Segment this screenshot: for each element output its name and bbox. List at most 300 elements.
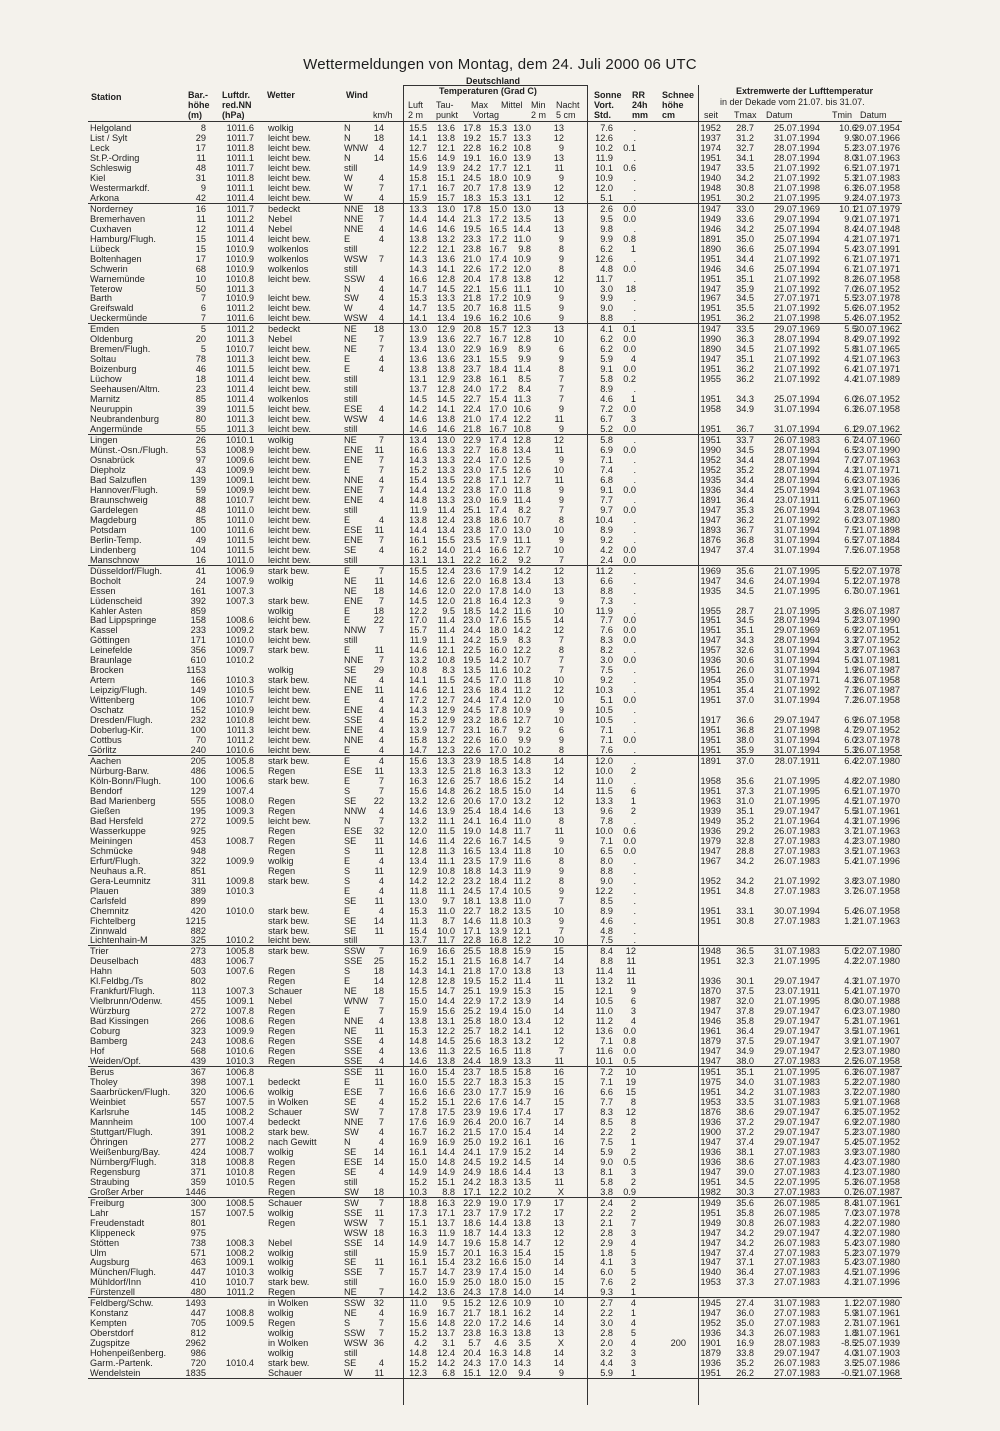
cell-bar-height: 157 [190, 1207, 206, 1218]
cell-station: Coburg [90, 1026, 121, 1037]
cell-tmin-date: 21.07.1996 [854, 1267, 900, 1278]
cell-temp-max: 18.6 [463, 1217, 481, 1228]
cell-tmin: 5.0 [844, 946, 857, 957]
cell-tmax-date: 21.07.1992 [774, 875, 820, 886]
cell-wind-speed: 7 [378, 1087, 384, 1097]
cell-precipitation: 0.0 [623, 203, 636, 214]
cell-record-since: 1891 [700, 756, 721, 767]
cell-precipitation: 0.0 [623, 424, 636, 435]
cell-tmin: 5.8 [844, 344, 857, 355]
cell-tmin: 7.0 [844, 283, 857, 294]
cell-wind-speed: 7 [378, 1318, 384, 1329]
cell-temp-min: 14.0 [513, 1287, 531, 1298]
cell-tmax-date: 26.07.1983 [774, 1358, 820, 1369]
cell-tmin: 4.2 [844, 1217, 857, 1228]
cell-station: Oberstdorf [90, 1328, 134, 1339]
cell-temp-max: 20.7 [463, 182, 481, 193]
cell-temp-max: 17.8 [463, 123, 481, 133]
cell-pressure: 1011.4 [226, 192, 254, 203]
cell-temp-dewpoint: 14.4 [437, 213, 455, 224]
cell-bar-height: 50 [195, 283, 206, 294]
cell-temp-min: 15.4 [513, 1247, 531, 1258]
cell-precipitation: 1 [630, 1287, 636, 1298]
cell-temp-min: 10.2 [513, 745, 531, 756]
cell-temp-ground: 16 [553, 1067, 564, 1078]
station-row [88, 1328, 902, 1338]
cell-bar-height: 392 [190, 595, 206, 606]
cell-pressure: 1010.9 [225, 253, 254, 264]
cell-temp-ground: 9 [558, 835, 564, 846]
cell-station: Meiningen [90, 835, 133, 846]
cell-tmin-date: 21.07.1971 [854, 253, 900, 264]
cell-bar-height: 851 [190, 865, 206, 876]
cell-temp-air: 16.3 [409, 775, 427, 786]
cell-wind-speed: 4 [378, 905, 384, 916]
station-row [88, 214, 902, 224]
cell-temp-max: 24.2 [463, 162, 481, 173]
cell-sunshine: 11.9 [595, 605, 613, 616]
cell-pressure: 1009.9 [225, 1026, 254, 1037]
cell-temp-dewpoint: 12.9 [437, 705, 455, 716]
cell-wind-speed: 7 [378, 1197, 384, 1208]
cell-temp-dewpoint: 14.1 [437, 263, 455, 274]
cell-temp-ground: 14 [553, 615, 564, 626]
cell-wind-speed: 11 [374, 895, 384, 906]
cell-temp-ground: 14 [553, 1287, 564, 1298]
cell-pressure: 1010.8 [225, 273, 254, 284]
cell-wind-speed: 4 [378, 192, 384, 203]
cell-sunshine: 2.8 [600, 1328, 613, 1339]
cell-tmin-date: 26.07.1958 [854, 695, 900, 706]
cell-temp-dewpoint: 14.4 [437, 1146, 455, 1157]
cell-wind-direction: E [344, 976, 351, 987]
cell-tmin-date: 22.07.1980 [854, 956, 900, 967]
cell-pressure: 1010.4 [225, 1358, 254, 1369]
cell-tmax-date: 26.07.1983 [774, 1217, 820, 1228]
cell-sunshine: 2.1 [600, 1217, 613, 1228]
cell-wind-speed: 4 [378, 514, 384, 525]
cell-tmin-date: 29.07.1954 [854, 123, 900, 133]
cell-tmax: 35.2 [736, 1358, 754, 1369]
cell-tmin-date: 23.07.1978 [854, 293, 900, 304]
cell-bar-height: 5 [200, 344, 206, 355]
cell-temp-mean: 13.4 [489, 845, 507, 856]
cell-bar-height: 480 [190, 1287, 206, 1298]
cell-temp-max: 18.3 [463, 192, 481, 203]
cell-temp-ground: 12 [553, 273, 564, 284]
cell-record-since: 1947 [700, 354, 721, 365]
cell-record-since: 1963 [700, 795, 721, 806]
page-title: Wettermeldungen von Montag, dem 24. Juli 2000 06 UTC [303, 56, 697, 73]
cell-tmax: 37.5 [736, 1036, 754, 1047]
cell-station: Bamberg [90, 1036, 128, 1047]
cell-temp-min: 11.0 [513, 233, 531, 244]
cell-bar-height: 80 [195, 414, 206, 425]
cell-sunshine: 8.0 [600, 855, 613, 866]
cell-temp-dewpoint: 11.7 [437, 935, 455, 946]
cell-temp-max: 23.1 [463, 354, 481, 365]
cell-tmin: 4.3 [844, 464, 857, 475]
station-row [88, 545, 902, 555]
cell-temp-min: 15.0 [513, 1257, 531, 1268]
cell-wind-speed: 4 [378, 172, 384, 183]
cell-temp-min: 8.5 [518, 374, 531, 385]
cell-bar-height: 371 [190, 1166, 206, 1177]
cell-tmax: 36.8 [736, 534, 754, 545]
station-row [88, 1187, 902, 1197]
cell-tmin-date: 23.07.1978 [854, 735, 900, 746]
cell-temp-mean: 16.0 [489, 152, 507, 163]
cell-tmax-date: 31.07.1994 [774, 735, 820, 746]
cell-wind-speed: 18 [373, 203, 384, 214]
cell-temp-max: 20.6 [463, 795, 481, 806]
cell-tmin: 5.4 [844, 905, 857, 916]
cell-tmin-date: 21.07.1963 [854, 825, 900, 836]
cell-weather: bedeckt [268, 1116, 301, 1127]
cell-temp-air: 17.0 [409, 615, 427, 626]
cell-temp-air: 15.3 [409, 905, 427, 916]
cell-tmax-date: 28.07.1994 [774, 445, 820, 455]
cell-tmax: 34.8 [736, 885, 754, 896]
station-row [88, 224, 902, 234]
cell-bar-height: 925 [190, 825, 206, 836]
cell-temp-min: 13.5 [513, 905, 531, 916]
cell-temp-air: 13.7 [409, 384, 427, 395]
cell-temp-mean: 15.3 [489, 192, 507, 203]
cell-wind-direction: E [344, 775, 351, 786]
cell-tmax-date: 21.07.1992 [774, 364, 820, 375]
cell-tmin-date: 30.07.1966 [854, 132, 900, 143]
cell-precipitation: . [633, 905, 636, 916]
cell-weather: leicht bew. [268, 273, 311, 284]
cell-temp-mean: 17.0 [489, 966, 507, 977]
cell-bar-height: 100 [190, 524, 206, 535]
cell-wind-direction: SSE [344, 1036, 363, 1047]
cell-pressure: 1006.5 [225, 766, 254, 776]
cell-station: Görlitz [90, 745, 117, 756]
cell-tmin: 6.1 [844, 424, 857, 435]
cell-tmax-date: 21.07.1995 [774, 565, 820, 576]
station-row [88, 675, 902, 685]
cell-wind-direction: SE [344, 544, 357, 555]
cell-temp-dewpoint: 12.1 [437, 142, 455, 153]
cell-temp-min: 15.9 [513, 1087, 531, 1097]
cell-tmax: 35.2 [736, 464, 754, 475]
cell-wind-speed: 7 [378, 565, 384, 576]
cell-tmin-date: 25.07.1960 [854, 494, 900, 505]
station-row [88, 555, 902, 565]
cell-temp-air: 14.6 [409, 414, 427, 425]
cell-wind-speed: 4 [378, 1036, 384, 1047]
cell-sunshine: 8.8 [600, 585, 613, 596]
cell-station: Brocken [90, 665, 124, 676]
cell-record-since: 1967 [700, 293, 721, 304]
cell-temp-mean: 18.8 [489, 946, 507, 957]
cell-wind-direction: SW [344, 1197, 359, 1208]
cell-tmin: 3.7 [844, 825, 857, 836]
station-row [88, 1036, 902, 1046]
cell-temp-max: 21.0 [463, 253, 481, 264]
cell-temp-min: 9.2 [518, 725, 531, 736]
cell-wind-speed: 4 [378, 1096, 384, 1107]
cell-tmax: 34.2 [736, 1237, 754, 1248]
cell-temp-ground: 7 [558, 665, 564, 676]
cell-tmin: 6.5 [844, 445, 857, 455]
cell-tmax-date: 26.07.1985 [774, 1207, 820, 1218]
cell-temp-air: 14.1 [409, 313, 427, 324]
cell-weather: leicht bew. [268, 745, 311, 756]
cell-temp-mean: 16.6 [489, 544, 507, 555]
cell-tmax: 36.7 [736, 524, 754, 535]
cell-temp-air: 16.9 [409, 1308, 427, 1319]
cell-temp-dewpoint: 13.4 [437, 313, 455, 324]
cell-weather: leicht bew. [268, 142, 311, 153]
cell-tmin: 6.0 [844, 735, 857, 746]
cell-wind-direction: NNE [344, 223, 364, 234]
cell-temp-ground: 6 [558, 725, 564, 736]
cell-tmin: 5.4 [844, 1136, 857, 1147]
cell-temp-max: 22.2 [463, 554, 481, 565]
cell-pressure: 1008.6 [225, 1016, 254, 1027]
cell-tmin-date: 26.07.1952 [854, 283, 900, 294]
cell-pressure: 1006.9 [225, 565, 254, 576]
cell-sunshine: 9.1 [600, 364, 613, 375]
station-row [88, 806, 902, 816]
cell-snow-depth: 200 [670, 1338, 686, 1349]
cell-pressure: 1010.6 [225, 745, 254, 756]
cell-record-since: 1951 [700, 1067, 721, 1078]
cell-tmin-date: 24.07.1973 [854, 192, 900, 203]
cell-sunshine: 3.0 [600, 283, 613, 294]
cell-station: Plauen [90, 885, 119, 896]
cell-temp-ground: 13 [553, 1217, 564, 1228]
cell-temp-mean: 16.2 [489, 142, 507, 153]
cell-station: Dresden/Flugh. [90, 715, 153, 726]
cell-tmin-date: 21.07.1996 [854, 855, 900, 866]
cell-temp-ground: X [557, 1338, 564, 1349]
cell-temp-air: 17.1 [409, 182, 427, 193]
cell-temp-max: 21.0 [463, 414, 481, 425]
cell-wind-direction: SSE [344, 1267, 363, 1278]
station-row [88, 1167, 902, 1177]
cell-temp-max: 14.6 [463, 915, 481, 926]
cell-tmin: 4.5 [844, 795, 857, 806]
cell-bar-height: 152 [190, 705, 206, 716]
cell-precipitation: 9 [630, 986, 636, 997]
cell-temp-air: 10.3 [409, 1186, 427, 1197]
cell-temp-air: 14.2 [409, 404, 427, 415]
cell-bar-height: 48 [195, 162, 206, 173]
cell-bar-height: 18 [195, 374, 206, 385]
cell-wind-speed: 7 [378, 464, 384, 475]
cell-tmin-date: 31.07.1961 [854, 805, 900, 816]
cell-wind-direction: N [344, 1136, 351, 1147]
cell-temp-dewpoint: 14.0 [437, 544, 455, 555]
cell-temp-min: 13.1 [513, 192, 531, 203]
cell-temp-air: 14.6 [409, 223, 427, 234]
station-row [88, 1147, 902, 1157]
cell-weather: leicht bew. [268, 172, 311, 183]
station-row [88, 1238, 902, 1248]
station-row [88, 303, 902, 313]
cell-tmax-date: 21.07.1992 [774, 162, 820, 173]
cell-wind-speed: 11 [374, 575, 384, 586]
cell-temp-ground: 9 [558, 885, 564, 896]
cell-pressure: 1007.1 [225, 1077, 254, 1088]
cell-sunshine: 10.4 [595, 514, 613, 525]
cell-temp-min: 13.4 [513, 1016, 531, 1027]
cell-temp-dewpoint: 15.6 [437, 1006, 455, 1017]
cell-temp-air: 14.2 [409, 875, 427, 886]
cell-temp-mean: 15.9 [489, 635, 507, 646]
cell-station: Deuselbach [90, 956, 139, 967]
cell-temp-mean: 11.8 [489, 915, 507, 926]
cell-tmin: 4.3 [844, 1277, 857, 1288]
cell-temp-max: 23.0 [463, 464, 481, 475]
cell-temp-mean: 16.7 [489, 243, 507, 254]
cell-wind-speed: 7 [378, 815, 384, 826]
cell-pressure: 1009.5 [225, 1318, 254, 1329]
cell-tmin: 6.9 [844, 1116, 857, 1127]
cell-precipitation: . [633, 875, 636, 886]
station-row [88, 1218, 902, 1228]
cell-pressure: 1005.8 [225, 946, 254, 957]
cell-temp-mean: 12.2 [489, 1186, 507, 1197]
cell-weather: in Wolken [268, 1298, 309, 1309]
cell-temp-dewpoint: 12.6 [437, 775, 455, 786]
cell-temp-dewpoint: 15.4 [437, 1257, 455, 1268]
cell-sunshine: 2.9 [600, 1237, 613, 1248]
cell-tmin: 4.2 [844, 233, 857, 244]
station-row [88, 123, 902, 133]
cell-tmin-date: 23.07.1980 [854, 1046, 900, 1057]
cell-tmin-date: 24.07.1948 [854, 223, 900, 234]
cell-temp-max: 22.7 [463, 334, 481, 345]
cell-temp-ground: 14 [553, 956, 564, 967]
station-row [88, 354, 902, 364]
cell-station: Bad Hersfeld [90, 815, 144, 826]
cell-temp-dewpoint: 13.1 [437, 554, 455, 565]
cell-bar-height: 311 [191, 875, 206, 886]
cell-wind-speed: 7 [378, 1106, 384, 1117]
cell-precipitation: . [633, 925, 636, 936]
cell-record-since: 1936 [700, 825, 721, 836]
cell-temp-mean: 18.4 [489, 805, 507, 816]
cell-weather: leicht bew. [268, 494, 311, 505]
cell-temp-air: 12.2 [409, 605, 427, 616]
cell-wind-speed: 4 [378, 705, 384, 716]
cell-temp-air: 15.3 [409, 293, 427, 304]
cell-record-since: 1951 [700, 785, 721, 796]
cell-temp-ground: 9 [558, 404, 564, 415]
station-row [88, 665, 902, 675]
station-row [88, 475, 902, 485]
cell-precipitation: 5 [630, 1328, 636, 1339]
cell-temp-mean: 17.9 [489, 855, 507, 866]
cell-tmax: 34.3 [736, 394, 754, 405]
cell-tmax-date: 21.07.1995 [774, 192, 820, 203]
cell-temp-mean: 17.0 [489, 795, 507, 806]
cell-tmax: 34.5 [736, 585, 754, 596]
cell-temp-air: 15.2 [409, 1358, 427, 1369]
cell-station: Chemnitz [90, 905, 129, 916]
cell-sunshine: 7.1 [600, 835, 613, 846]
cell-weather: wolkig [268, 855, 294, 866]
cell-temp-mean: 16.7 [489, 334, 507, 345]
cell-temp-dewpoint: 13.9 [437, 805, 455, 816]
cell-tmin: 5.4 [844, 1257, 857, 1268]
cell-wind-direction: SSE [344, 1207, 363, 1218]
cell-tmin: 4.2 [844, 956, 857, 967]
cell-tmax: 30.8 [736, 915, 754, 926]
cell-wind-direction: E [344, 905, 351, 916]
cell-precipitation: 11 [626, 976, 636, 987]
cell-record-since: 1951 [700, 152, 721, 163]
cell-temp-air: 16.1 [409, 534, 427, 545]
cell-record-since: 1947 [700, 1247, 721, 1258]
cell-tmin: -8.5 [841, 1338, 857, 1349]
cell-temp-dewpoint: 12.9 [437, 324, 455, 335]
cell-sunshine: 7.7 [600, 494, 613, 505]
cell-precipitation: 0.5 [623, 1056, 636, 1067]
cell-tmax: 28.7 [736, 605, 754, 616]
cell-tmin: 5.2 [844, 1077, 857, 1088]
cell-temp-dewpoint: 9.5 [442, 1298, 455, 1309]
cell-bar-height: 483 [190, 956, 206, 967]
cell-bar-height: 322 [190, 855, 206, 866]
cell-temp-max: 15.1 [463, 1368, 481, 1379]
cell-wind-speed: 4 [378, 756, 384, 767]
cell-wind-direction: S [344, 875, 351, 886]
cell-record-since: 1937 [700, 132, 721, 143]
cell-tmax-date: 21.07.1995 [774, 775, 820, 786]
station-row [88, 364, 902, 374]
cell-wind-direction: NNE [344, 655, 364, 666]
station-row [88, 826, 902, 836]
cell-tmin-date: 31.07.1961 [854, 1026, 900, 1037]
cell-tmax-date: 29.07.1994 [774, 213, 820, 224]
cell-wind-direction: SSE [344, 1046, 363, 1057]
cell-temp-air: 14.8 [409, 1348, 427, 1359]
cell-wind-direction: E [344, 1006, 351, 1017]
cell-temp-max: 22.0 [463, 1318, 481, 1329]
cell-weather: Regen [268, 805, 296, 816]
cell-wind-speed: 7 [378, 182, 384, 193]
cell-temp-max: 22.6 [463, 1096, 481, 1107]
cell-station: Schwerin [90, 263, 128, 274]
station-row [88, 1257, 902, 1267]
station-row [88, 153, 902, 163]
cell-temp-air: 12.9 [409, 865, 427, 876]
cell-tmax: 38.0 [736, 735, 754, 746]
cell-tmin: 5.4 [844, 1237, 857, 1248]
cell-record-since: 1951 [700, 273, 721, 284]
cell-temp-air: 13.2 [409, 815, 427, 826]
cell-temp-max: 25.4 [463, 805, 481, 816]
cell-precipitation: 8 [630, 1096, 636, 1107]
cell-record-since: 1946 [700, 223, 721, 234]
cell-wind-speed: 4 [378, 745, 384, 756]
cell-tmin: 5.4 [844, 243, 857, 254]
cell-weather: leicht bew. [268, 152, 311, 163]
cell-wind-direction: E [344, 354, 351, 365]
col-nacht-header: Nacht 5 cm [556, 100, 580, 120]
cell-bar-height: 272 [190, 1006, 206, 1017]
cell-tmin: 4.0 [844, 1348, 857, 1359]
cell-temp-dewpoint: 12.6 [437, 575, 455, 586]
cell-bar-height: 59 [195, 484, 206, 495]
cell-temp-mean: 19.2 [489, 1136, 507, 1147]
